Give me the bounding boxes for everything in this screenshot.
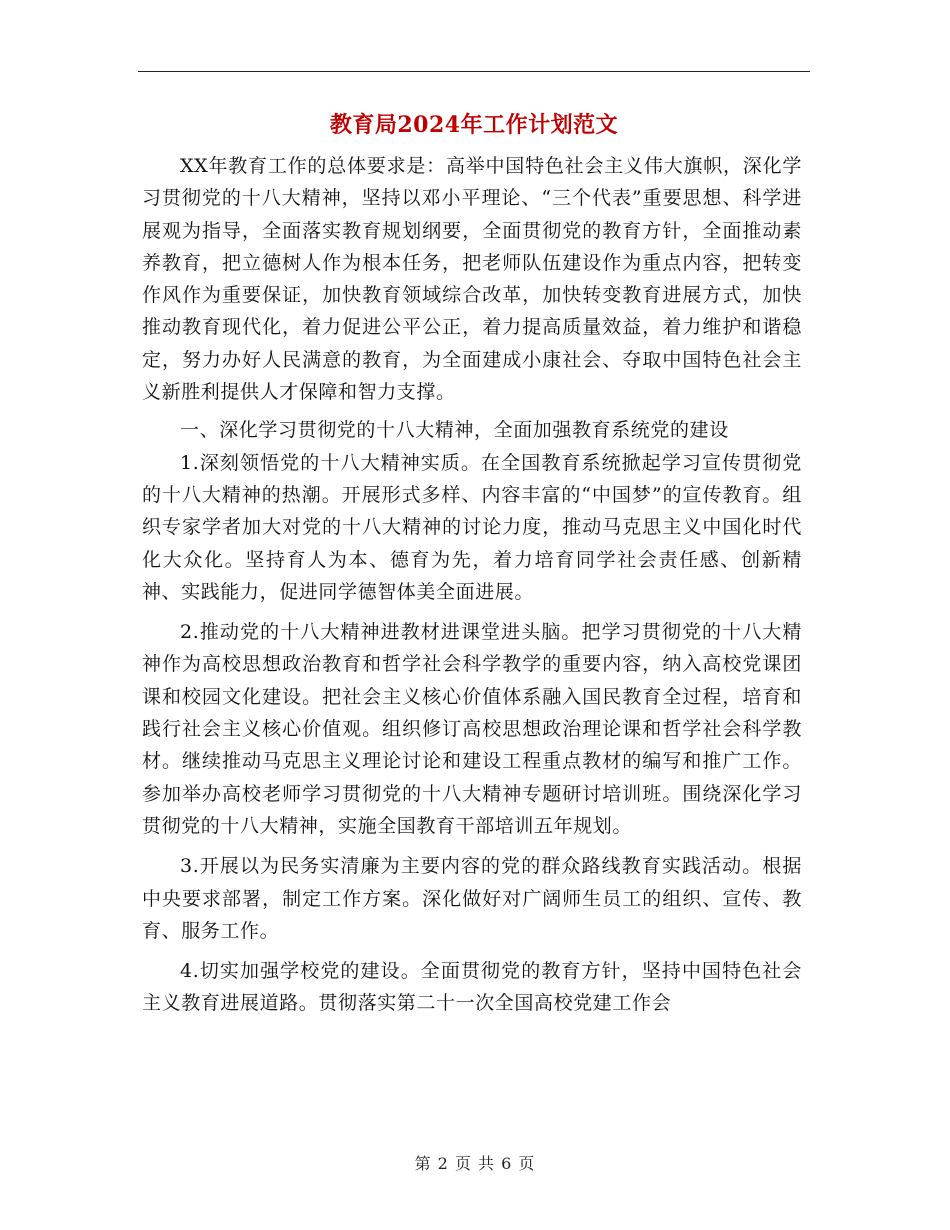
paragraph-intro: XX年教育工作的总体要求是：高举中国特色社会主义伟大旗帜，深化学习贯彻党的十八大精神，坚持以邓小平理论、“三个代表”重要思想、科学进展观为指导，全面落实教育规划纲要，全面贯彻党的教育方针，全面推动素养教育，把立德树人作为根本任务，把老师队伍建设作为重点内容，把转变作风作为重要保证，加快教育领域综合改革，加快转变教育进展方式，加快推动教育现代化，着力促进公平公正，着力提高质量效益，着力维护和谐稳定，努力办好人民满意的教育，为全面建成小康社会、夺取中国特色社会主义新胜利提供人才保障和智力支撑。: [142, 155, 802, 404]
footer-current-page: 2: [437, 1154, 449, 1173]
footer-middle: 页 共: [454, 1154, 496, 1173]
footer-suffix: 页: [518, 1154, 536, 1173]
paragraph-item-3: 3.开展以为民务实清廉为主要内容的党的群众路线教育实践活动。根据中央要求部署，制定工作方案。深化做好对广阔师生员工的组织、宣传、教育、服务工作。: [142, 855, 802, 942]
document-body: [142, 150, 802, 1020]
footer-prefix: 第: [414, 1154, 432, 1173]
paragraph-item-2: 2.推动党的十八大精神进教材进课堂进头脑。把学习贯彻党的十八大精神作为高校思想政治教育和哲学社会科学教学的重要内容，纳入高校党课团课和校园文化建设。把社会主义核心价值体系融入国民教育全过程，培育和践行社会主义核心价值观。组织修订高校思想政治理论课和哲学社会科学教材。继续推动马克思主义理论讨论和建设工程重点教材的编写和推广工作。参加举办高校老师学习贯彻党的十八大精神专题研讨培训班。围绕深化学习贯彻党的十八大精神，实施全国教育干部培训五年规划。: [142, 621, 802, 837]
paragraph-item-1: 1.深刻领悟党的十八大精神实质。在全国教育系统掀起学习宣传贯彻党的十八大精神的热潮。开展形式多样、内容丰富的“中国梦”的宣传教育。组织专家学者加大对党的十八大精神的讨论力度，推动马克思主义中国化时代化大众化。坚持育人为本、德育为先，着力培育同学社会责任感、创新精神、实践能力，促进同学德智体美全面进展。: [142, 451, 802, 603]
footer-total-pages: 6: [501, 1154, 513, 1173]
paragraph-item-4: 4.切实加强学校党的建设。全面贯彻党的教育方针，坚持中国特色社会主义教育进展道路。贯彻落实第二十一次全国高校党建工作会: [142, 960, 802, 1015]
page-footer: [0, 1151, 950, 1174]
document-title: 教育局2024年工作计划范文: [329, 112, 619, 138]
header-rule: [138, 71, 810, 72]
section-heading-1: 一、深化学习贯彻党的十八大精神，全面加强教育系统党的建设: [180, 419, 729, 442]
